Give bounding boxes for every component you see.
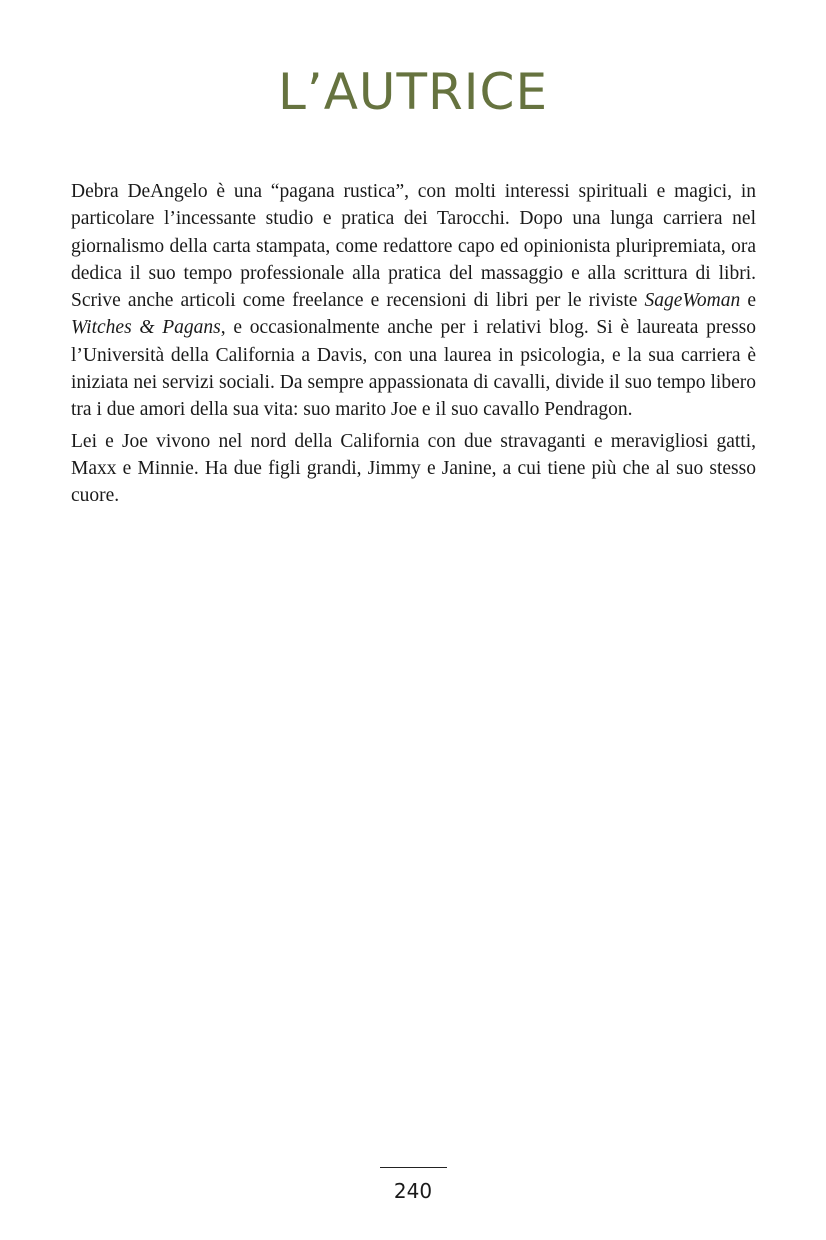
magazine-title-witches-and-pagans: Witches & Pagans (71, 317, 221, 339)
chapter-title: L’AUTRICE (277, 63, 549, 121)
author-bio (71, 178, 756, 514)
magazine-title-sagewoman: SageWoman (644, 290, 741, 312)
page-number: 240 (393, 1179, 433, 1203)
bio-paragraph-1-part-1: Debra DeAngelo è una “pagana rustica”, con molti interessi spirituali e magici, in particolare l’incessante studio e pratica dei Tarocchi. Dopo una lunga carriera nel giornalismo della carta stampata, come redattore capo ed opinionista pluripremiata, ora dedica il suo tempo professionale alla pratica del massaggio e alla scrittura di libri. Scrive anche articoli come freelance e recensioni di libri per le riviste (71, 181, 756, 312)
bio-paragraph-1-part-2: e (740, 290, 756, 312)
bio-paragraph-1 (71, 178, 756, 424)
bio-paragraph-2: Lei e Joe vivono nel nord della California con due stravaganti e meravigliosi gatti, Maxx e Minnie. Ha due figli grandi, Jimmy e Janine, a cui tiene più che al suo stesso cuore. (71, 430, 756, 507)
footer-divider (380, 1167, 447, 1168)
bio-paragraph-1-part-3: , e occasionalmente anche per i relativi blog. Si è laureata presso l’Università della California a Davis, con una laurea in psicologia, e la sua carriera è iniziata nei servizi sociali. Da sempre appassionata di cavalli, divide il suo tempo libero tra i due amori della sua vita: suo marito Joe e il suo cavallo Pendragon. (71, 317, 756, 421)
